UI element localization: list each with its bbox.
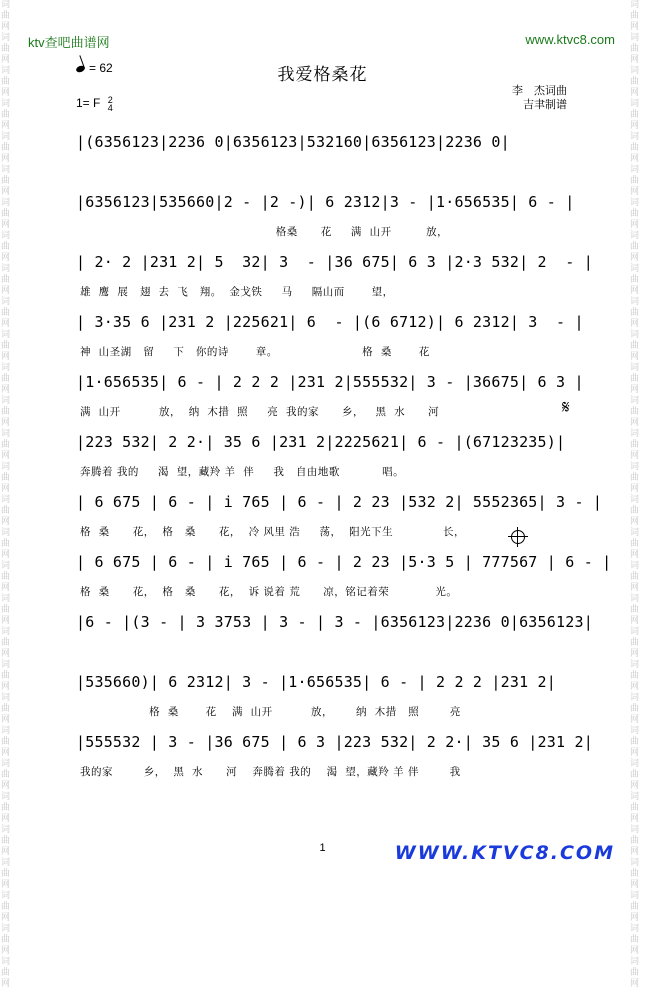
lyrics-line: 奔腾着 我的 渴 望，藏羚 羊 伴 我 自由地歌 唱。 bbox=[80, 466, 405, 478]
notation-line: | 3·35 6 |231 2 |225621| 6 - |(6 6712)| 6 2312| 3 - | bbox=[76, 313, 584, 331]
arranger-credit: 吉聿制谱 bbox=[523, 98, 567, 111]
right-watermark: 词曲网词曲网词曲网词曲网词曲网词曲网词曲网词曲网词曲网词曲网词曲网词曲网词曲网词曲网词曲网词曲网词曲网词曲网词曲网词曲网词曲网词曲网词曲网词曲网词曲网词曲网词曲网词曲网词曲网词曲网 bbox=[630, 0, 640, 989]
footer-logo[interactable]: WWW.KTVC8.COM bbox=[394, 842, 615, 864]
quarter-note-icon bbox=[75, 65, 86, 74]
time-signature bbox=[108, 96, 113, 112]
notation-line: |(6356123|2236 0|6356123|532160|6356123|2236 0| bbox=[76, 133, 510, 151]
score-system bbox=[76, 188, 576, 248]
notation-line: | 2· 2 |231 2| 5 32| 3 - |36 675| 6 3 |2·3 532| 2 - | bbox=[76, 253, 593, 271]
coda-icon bbox=[511, 530, 525, 544]
key-label: 1= F bbox=[76, 96, 101, 111]
notation-line: | 6 675 | 6 - | i 765 | 6 - | 2 23 |532 2| 5552365| 3 - | bbox=[76, 493, 603, 511]
notation-line: | 6 675 | 6 - | i 765 | 6 - | 2 23 |5·3 5 | 777567 | 6 - | bbox=[76, 553, 612, 571]
notation-line: |223 532| 2 2·| 35 6 |231 2|2225621| 6 - |(67123235)| bbox=[76, 433, 566, 451]
score-system bbox=[76, 248, 593, 308]
lyrics-line: 格桑 花 满 山开 放， bbox=[80, 226, 449, 238]
lyricist-credit: 李 杰词曲 bbox=[512, 84, 567, 97]
score-system bbox=[76, 368, 584, 428]
lyrics-line: 我的家 乡， 黑 水 河 奔腾着 我的 渴 望，藏羚 羊 伴 我 bbox=[80, 766, 461, 778]
score-system bbox=[76, 488, 603, 548]
score-system bbox=[76, 548, 612, 608]
credits bbox=[512, 84, 567, 112]
tempo-marking bbox=[76, 61, 113, 75]
score-system bbox=[76, 308, 584, 368]
score bbox=[76, 128, 612, 788]
tempo-value: = 62 bbox=[89, 61, 113, 75]
notation-line: |555532 | 3 - |36 675 | 6 3 |223 532| 2 2·| 35 6 |231 2| bbox=[76, 733, 593, 751]
time-signature-top: 2 bbox=[107, 95, 113, 105]
lyrics-line: 满 山开 放， 纳 木措 照 亮 我的家 乡， 黑 水 河 bbox=[80, 406, 440, 418]
notation-line: |1·656535| 6 - | 2 2 2 |231 2|555532| 3 - |36675| 6 3 | bbox=[76, 373, 584, 391]
site-url-right[interactable]: www.ktvc8.com bbox=[525, 32, 615, 47]
left-watermark: 词曲网词曲网词曲网词曲网词曲网词曲网词曲网词曲网词曲网词曲网词曲网词曲网词曲网词曲网词曲网词曲网词曲网词曲网词曲网词曲网词曲网词曲网词曲网词曲网词曲网词曲网词曲网词曲网词曲网词曲网 bbox=[1, 0, 11, 989]
time-signature-bottom: 4 bbox=[107, 103, 113, 113]
notation-line: |535660)| 6 2312| 3 - |1·656535| 6 - | 2 2 2 |231 2| bbox=[76, 673, 556, 691]
lyrics-line: 格 桑 花， 格 桑 花， 冷 风里 浩 荡， 阳光下生 长， bbox=[80, 526, 466, 538]
score-system bbox=[76, 728, 593, 788]
notation-line: |6356123|535660|2 - |2 -)| 6 2312|3 - |1·656535| 6 - | bbox=[76, 193, 575, 211]
lyrics-line: 格 桑 花 满 山开 放， 纳 木措 照 亮 bbox=[80, 706, 461, 718]
lyrics-line: 神 山圣湖 留 下 你的诗 章。 格 桑 花 bbox=[80, 346, 430, 358]
lyrics-line: 雄 鹰 展 翅 去 飞 翔。 金戈铁 马 隔山而 望， bbox=[80, 286, 394, 298]
score-system bbox=[76, 608, 593, 668]
segno-icon: 𝄋 bbox=[562, 397, 570, 418]
song-title: 我爱格桑花 bbox=[277, 65, 368, 85]
score-system bbox=[76, 668, 576, 728]
score-system bbox=[76, 428, 576, 488]
lyrics-line: 格 桑 花， 格 桑 花， 诉 说着 荒 凉，铭记着荣 光。 bbox=[80, 586, 458, 598]
notation-line: |6 - |(3 - | 3 3753 | 3 - | 3 - |6356123|2236 0|6356123| bbox=[76, 613, 593, 631]
key-signature bbox=[76, 96, 113, 112]
site-name-left[interactable]: ktv查吧曲谱网 bbox=[28, 35, 110, 50]
page-number: 1 bbox=[319, 842, 326, 854]
score-system bbox=[76, 128, 576, 188]
